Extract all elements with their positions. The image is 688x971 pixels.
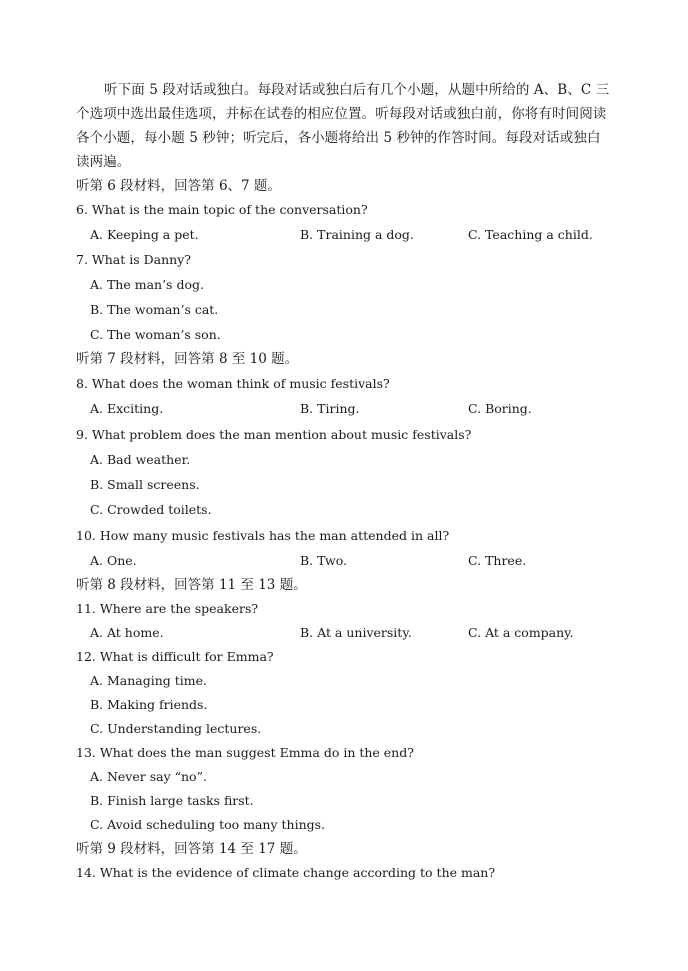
q12-option-c: C. Understanding lectures. [90, 721, 262, 736]
question-7: 7. What is Danny? [76, 252, 191, 267]
q7-option-b: B. The woman’s cat. [90, 302, 219, 317]
question-6: 6. What is the main topic of the conversation? [76, 202, 368, 217]
q10-option-a: A. One. [90, 553, 137, 568]
q8-option-c: C. Boring. [468, 401, 532, 416]
q9-option-c: C. Crowded toilets. [90, 502, 212, 517]
q9-option-b: B. Small screens. [90, 477, 200, 492]
section-heading: 听第 9 段材料，回答第 14 至 17 题。 [76, 841, 307, 857]
q8-option-b: B. Tiring. [300, 401, 360, 416]
question-10: 10. How many music festivals has the man attended in all? [76, 528, 450, 543]
q11-option-b: B. At a university. [300, 625, 412, 640]
question-13: 13. What does the man suggest Emma do in the end? [76, 745, 414, 760]
q6-option-b: B. Training a dog. [300, 227, 414, 242]
q11-option-c: C. At a company. [468, 625, 574, 640]
q13-option-b: B. Finish large tasks first. [90, 793, 254, 808]
q6-option-a: A. Keeping a pet. [90, 227, 199, 242]
question-8: 8. What does the woman think of music festivals? [76, 376, 390, 391]
q10-option-b: B. Two. [300, 553, 348, 568]
q12-option-a: A. Managing time. [90, 673, 207, 688]
instructions-paragraph: 听下面 5 段对话或独白。每段对话或独白后有几个小题，从题中所给的 A、B、C 三个选项中选出最佳选项，并标在试卷的相应位置。听每段对话或独白前，你将有时间阅读各个小题，每小题 5 秒钟；听完后，各小题将给出 5 秒钟的作答时间。每段对话或独白读两遍。 [76, 82, 610, 170]
section-heading: 听第 7 段材料，回答第 8 至 10 题。 [76, 351, 299, 367]
q12-option-b: B. Making friends. [90, 697, 208, 712]
q11-option-a: A. At home. [90, 625, 164, 640]
q13-option-c: C. Avoid scheduling too many things. [90, 817, 326, 832]
question-11: 11. Where are the speakers? [76, 601, 259, 616]
q6-option-c: C. Teaching a child. [468, 227, 593, 242]
section-heading: 听第 8 段材料，回答第 11 至 13 题。 [76, 577, 307, 593]
q7-option-c: C. The woman’s son. [90, 327, 221, 342]
q8-option-a: A. Exciting. [90, 401, 164, 416]
q13-option-a: A. Never say “no”. [90, 769, 207, 784]
section-heading: 听第 6 段材料，回答第 6、7 题。 [76, 178, 281, 194]
q9-option-a: A. Bad weather. [90, 452, 191, 467]
question-14: 14. What is the evidence of climate change according to the man? [76, 865, 496, 880]
question-9: 9. What problem does the man mention about music festivals? [76, 427, 472, 442]
question-12: 12. What is difficult for Emma? [76, 649, 274, 664]
q10-option-c: C. Three. [468, 553, 527, 568]
q7-option-a: A. The man’s dog. [90, 277, 204, 292]
